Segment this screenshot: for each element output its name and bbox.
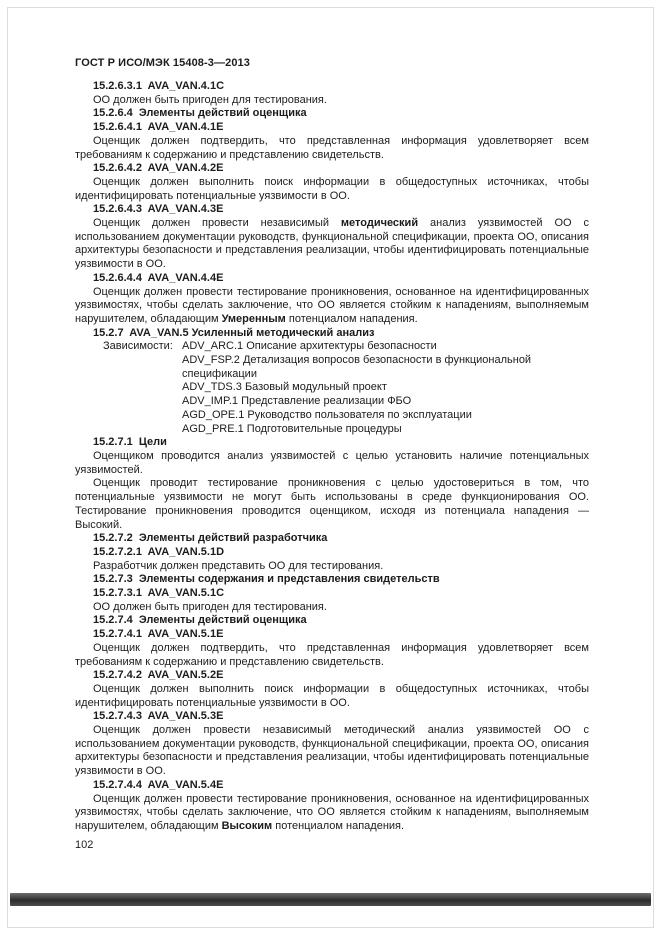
dependencies-list bbox=[182, 340, 564, 436]
dependency-item: ADV_FSP.2 Детализация вопросов безопасности в функциональной спецификации bbox=[182, 354, 532, 380]
paragraph bbox=[75, 560, 589, 574]
section-heading: 15.2.6.4.4 AVA_VAN.4.4E bbox=[93, 271, 224, 284]
text-run: Оценщик должен провести тестирование проникновения, основанное на идентифицированных уязвимостях, чтобы сделать заключение, что ОО является стойким к нападениям, выполняемым нарушителем, обладающим bbox=[75, 792, 589, 832]
section-heading: 15.2.6.4.2 AVA_VAN.4.2E bbox=[93, 162, 224, 175]
dependency-item: AGD_PRE.1 Подготовительные процедуры bbox=[182, 422, 402, 435]
paragraph bbox=[75, 450, 589, 477]
paragraph bbox=[75, 793, 589, 834]
dependency-item: ADV_TDS.3 Базовый модульный проект bbox=[182, 381, 387, 394]
document-body bbox=[75, 80, 589, 834]
section-heading: 15.2.6.4.1 AVA_VAN.4.1E bbox=[93, 121, 224, 134]
section-heading: 15.2.7.2 Элементы действий разработчика bbox=[93, 532, 328, 545]
text-run: Оценщик должен провести независимый bbox=[93, 217, 341, 230]
section-heading: 15.2.7.2.1 AVA_VAN.5.1D bbox=[93, 545, 225, 558]
section-heading: 15.2.6.3.1 AVA_VAN.4.1C bbox=[93, 80, 225, 92]
paragraph bbox=[75, 217, 589, 272]
section-heading: 15.2.7.4 Элементы действий оценщика bbox=[93, 614, 307, 627]
paragraph bbox=[75, 176, 589, 203]
dependency-item: AGD_OPE.1 Руководство пользователя по эксплуатации bbox=[182, 408, 472, 421]
dependency-item: ADV_IMP.1 Представление реализации ФБО bbox=[182, 395, 412, 408]
text-run: Оценщик должен провести тестирование проникновения, основанное на идентифицированных уязвимостях, чтобы сделать заключение, что ОО является стойким к нападениям, выполняемым нарушителем, обладающим bbox=[75, 285, 589, 325]
dependency-item: ADV_ARC.1 Описание архитектуры безопасности bbox=[182, 340, 437, 353]
paragraph bbox=[75, 135, 589, 162]
text-run: Оценщик проводит тестирование проникновения с целью удостовериться в том, что потенциальные уязвимости не могут быть использованы в среде функционирования ОО. Тестирование проникновения проводится оценщиком, исходя из потенциала нападения — Высокий. bbox=[75, 477, 589, 531]
section-heading: 15.2.7.4.1 AVA_VAN.5.1E bbox=[93, 628, 224, 641]
section-heading: 15.2.7.4.2 AVA_VAN.5.2E bbox=[93, 669, 224, 682]
standard-designation: ГОСТ Р ИСО/МЭК 15408-3—2013 bbox=[75, 57, 250, 69]
text-run: Оценщик должен провести независимый методический анализ уязвимостей ОО с использованием документации руководств, функциональной спецификации, проекта ОО, описания архитектуры безопасности и представления реализации, чтобы идентифицировать потенциальные уязвимости в ОО. bbox=[75, 724, 589, 778]
text-run: анализ уязвимостей ОО с использованием документации руководств, функциональной спецификации, проекта ОО, описания архитектуры безопасности и представления реализации, чтобы идентифицировать потенциальные уязвимости в ОО. bbox=[75, 217, 589, 271]
page-number: 102 bbox=[75, 839, 94, 851]
text-run: Оценщик должен подтвердить, что представленная информация удовлетворяет всем требованиям к содержанию и представлению свидетельств. bbox=[75, 641, 589, 668]
section-heading: 15.2.7.3 Элементы содержания и представления свидетельств bbox=[93, 573, 440, 586]
bold-text-run: Высоким bbox=[221, 819, 273, 832]
paragraph bbox=[75, 683, 589, 710]
text-run: Оценщиком проводится анализ уязвимостей с целью установить наличие потенциальных уязвимостей. bbox=[75, 449, 589, 476]
section-heading: 15.2.7.3.1 AVA_VAN.5.1C bbox=[93, 587, 225, 600]
text-run: Разработчик должен представить ОО для тестирования. bbox=[93, 559, 384, 572]
dependencies-block bbox=[75, 340, 589, 436]
section-heading: 15.2.7.1 Цели bbox=[93, 436, 167, 449]
text-run: ОО должен быть пригоден для тестирования. bbox=[93, 93, 327, 106]
text-run: Оценщик должен выполнить поиск информации в общедоступных источниках, чтобы идентифицировать потенциальные уязвимости в ОО. bbox=[75, 682, 589, 709]
section-heading: 15.2.7.4.4 AVA_VAN.5.4E bbox=[93, 778, 224, 791]
section-heading: 15.2.6.4 Элементы действий оценщика bbox=[93, 107, 307, 120]
bold-text-run: Умеренным bbox=[221, 312, 286, 325]
text-run: Оценщик должен подтвердить, что представленная информация удовлетворяет всем требованиям к содержанию и представлению свидетельств. bbox=[75, 134, 589, 161]
paragraph bbox=[75, 601, 589, 615]
paragraph bbox=[75, 286, 589, 327]
section-heading: 15.2.7.4.3 AVA_VAN.5.3E bbox=[93, 710, 224, 723]
dependencies-label: Зависимости: bbox=[103, 340, 173, 353]
scan-edge-shadow bbox=[10, 893, 651, 906]
document-header bbox=[75, 57, 250, 69]
paragraph bbox=[75, 477, 589, 532]
paragraph bbox=[75, 642, 589, 669]
paragraph bbox=[75, 94, 589, 108]
section-heading: 15.2.6.4.3 AVA_VAN.4.3E bbox=[93, 203, 224, 216]
bold-text-run: методический bbox=[340, 217, 419, 230]
text-run: потенциалом нападения. bbox=[272, 819, 405, 832]
section-heading: 15.2.7 AVA_VAN.5 Усиленный методический анализ bbox=[93, 326, 375, 339]
text-run: Оценщик должен выполнить поиск информации в общедоступных источниках, чтобы идентифицировать потенциальные уязвимости в ОО. bbox=[75, 175, 589, 202]
text-run: потенциалом нападения. bbox=[285, 312, 418, 325]
document-footer bbox=[75, 839, 93, 851]
text-run: ОО должен быть пригоден для тестирования. bbox=[93, 600, 327, 613]
paragraph bbox=[75, 724, 589, 779]
